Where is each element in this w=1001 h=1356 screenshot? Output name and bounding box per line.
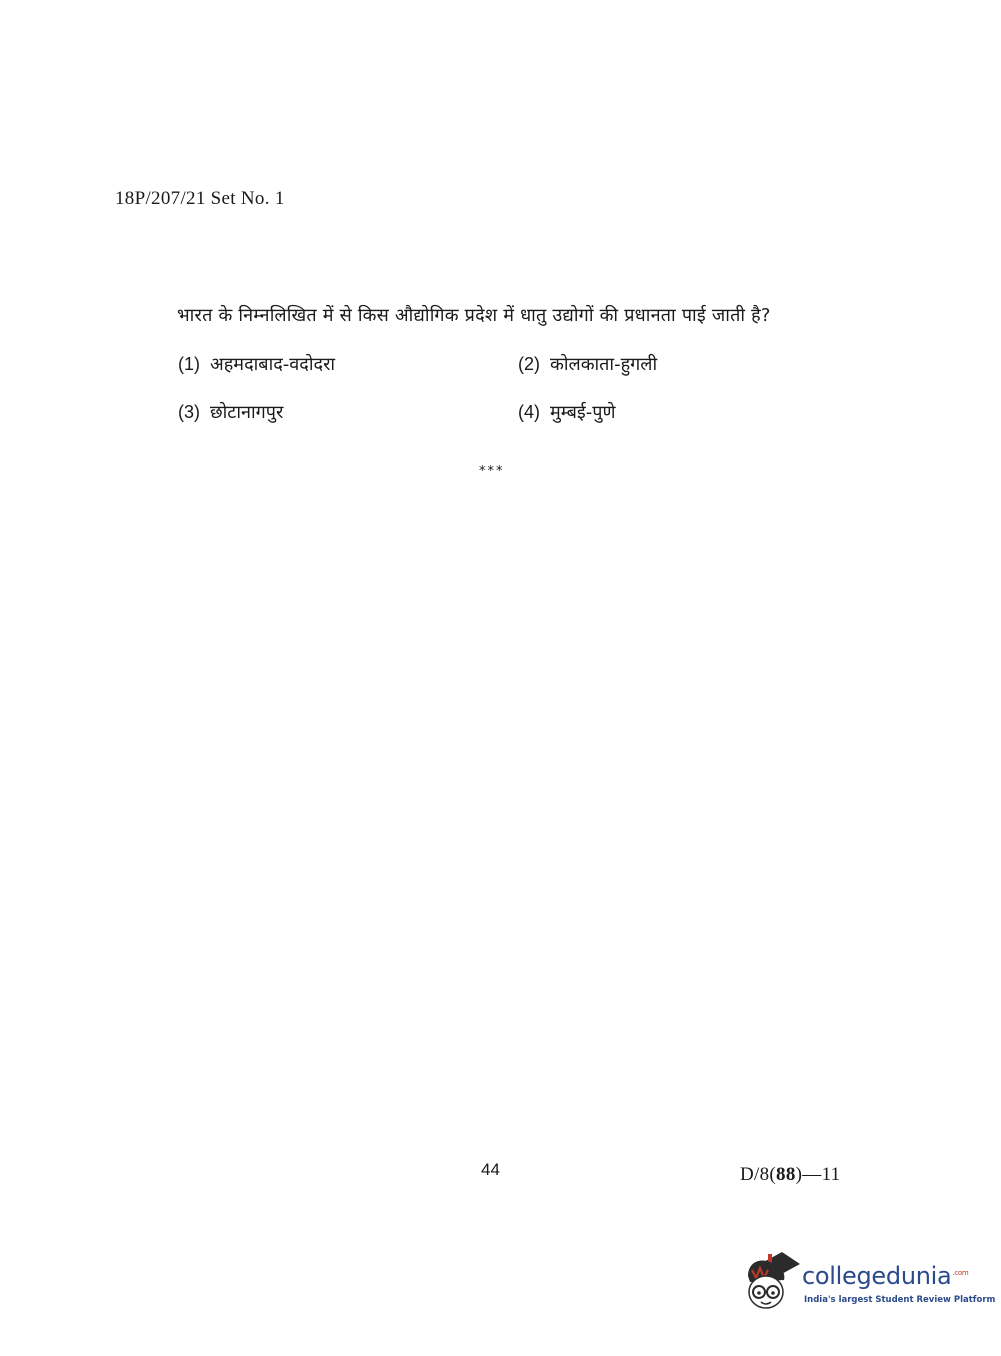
option-4 xyxy=(518,400,615,424)
brand-name xyxy=(802,1262,968,1290)
brand-com: .com xyxy=(952,1269,969,1277)
option-number: (1) xyxy=(178,354,200,374)
question-text: भारत के निम्नलिखित में से किस औद्योगिक प्रदेश में धातु उद्योगों की प्रधानता पाई जाती है? xyxy=(177,305,771,326)
collegedunia-watermark xyxy=(742,1248,996,1318)
brand-tagline: India's largest Student Review Platform xyxy=(804,1295,996,1305)
footer-code-prefix: D/8( xyxy=(740,1164,777,1185)
option-text: छोटानागपुर xyxy=(210,402,284,423)
option-number: (4) xyxy=(518,402,540,422)
collegedunia-mascot-icon xyxy=(742,1248,800,1312)
footer-code-bold: 88 xyxy=(776,1164,796,1185)
option-2 xyxy=(518,352,657,376)
footer-code-suffix: )—11 xyxy=(795,1164,841,1185)
page-number: 44 xyxy=(481,1160,500,1179)
option-text: मुम्बई-पुणे xyxy=(550,402,616,423)
paper-code: 18P/207/21 Set No. 1 xyxy=(115,188,285,209)
option-1 xyxy=(178,352,335,376)
end-separator: *** xyxy=(479,464,505,479)
option-number: (3) xyxy=(178,402,200,422)
option-text: कोलकाता-हुगली xyxy=(550,354,658,375)
brand-name-text: collegedunia xyxy=(802,1262,952,1290)
footer-code xyxy=(740,1164,840,1186)
option-3 xyxy=(178,400,283,424)
option-number: (2) xyxy=(518,354,540,374)
option-text: अहमदाबाद-वदोदरा xyxy=(210,354,336,375)
